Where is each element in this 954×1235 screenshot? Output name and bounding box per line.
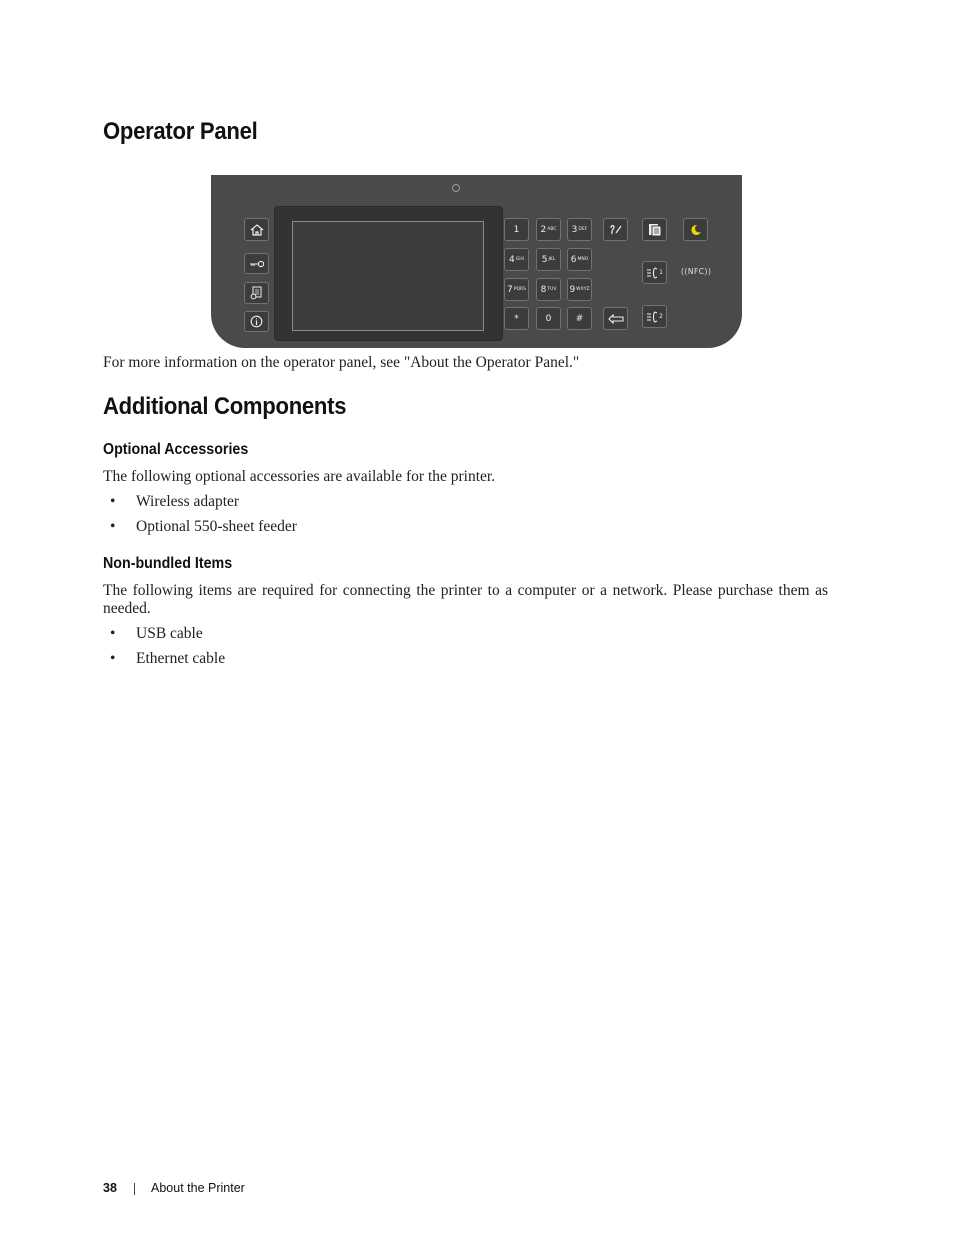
footer-divider: [134, 1183, 135, 1195]
keypad-key-9-letters: WXYZ: [576, 287, 590, 292]
address-book-icon: [648, 223, 662, 236]
redial-pause-button[interactable]: [603, 218, 628, 241]
bullet-icon: •: [110, 493, 116, 510]
job-status-icon: [250, 286, 263, 300]
keypad-key-2-letters: ABC: [547, 227, 557, 232]
ambient-sensor-icon: [452, 184, 460, 192]
keypad-key-7-letters: PQRS: [513, 287, 526, 292]
bullet-icon: •: [110, 625, 116, 642]
bullet-icon: •: [110, 518, 116, 535]
list-item: [103, 650, 225, 668]
operator-panel-heading: Operator Panel: [103, 118, 258, 145]
keypad-key-6-digit: 6: [570, 254, 577, 265]
non-bundled-items-intro: The following items are required for connecting the printer to a computer or a network. Please purchase them as needed.: [103, 582, 828, 617]
operator-panel-note: For more information on the operator panel, see "About the Operator Panel.": [103, 354, 580, 371]
keypad-key-hash-digit: #: [575, 313, 584, 324]
keypad-key-6-letters: MNO: [577, 257, 589, 262]
lock-button[interactable]: [244, 253, 269, 274]
optional-accessories-intro: The following optional accessories are available for the printer.: [103, 468, 496, 485]
list-item: [103, 625, 203, 643]
keypad-key-5-letters: JKL: [548, 257, 556, 262]
keypad-key-7-digit: 7: [507, 284, 513, 295]
address-book-button[interactable]: [642, 218, 667, 241]
list-item-text: USB cable: [136, 625, 203, 642]
keypad-key-star-digit: *: [514, 313, 519, 324]
nfc-waves-right-icon: )): [704, 267, 712, 276]
keypad-key-9[interactable]: [567, 278, 592, 301]
keypad-key-3-digit: 3: [571, 224, 578, 235]
keypad-key-3-letters: DEF: [578, 227, 588, 232]
keypad-key-2-digit: 2: [540, 224, 547, 235]
nfc-waves-left-icon: ((: [681, 267, 688, 276]
keypad-key-1-digit: 1: [513, 224, 520, 235]
speed-dial-1-icon: [646, 267, 658, 279]
home-button[interactable]: [244, 218, 269, 241]
home-icon: [250, 224, 264, 236]
list-item-text: Wireless adapter: [136, 493, 240, 510]
keypad-key-1[interactable]: [504, 218, 529, 241]
keypad-key-6[interactable]: [567, 248, 592, 271]
backspace-button[interactable]: [603, 307, 628, 330]
footer-section-title: About the Printer: [151, 1181, 245, 1195]
keypad-key-star[interactable]: [504, 307, 529, 330]
job-status-button[interactable]: [244, 282, 269, 304]
touch-screen[interactable]: [292, 221, 484, 331]
speed-dial-2-icon: [646, 311, 658, 323]
page-number: 38: [103, 1181, 117, 1195]
keypad-key-0-digit: 0: [545, 313, 552, 324]
list-item-text: Ethernet cable: [136, 650, 226, 667]
speed-dial-1-label: 1: [659, 269, 663, 276]
speed-dial-2-label: 2: [659, 313, 663, 320]
keypad-key-3[interactable]: [567, 218, 592, 241]
information-icon: [250, 315, 263, 328]
keypad-key-8-letters: TUV: [547, 287, 557, 292]
touch-screen-bezel: [274, 206, 503, 341]
keypad-key-8[interactable]: [536, 278, 561, 301]
speed-dial-1-button[interactable]: [642, 261, 667, 284]
additional-components-heading: Additional Components: [103, 393, 347, 420]
keypad-key-9-digit: 9: [569, 284, 576, 295]
backspace-arrow-icon: [608, 314, 624, 324]
list-item-text: Optional 550-sheet feeder: [136, 518, 297, 535]
keypad-key-2[interactable]: [536, 218, 561, 241]
keypad-key-0[interactable]: [536, 307, 561, 330]
keypad-key-8-digit: 8: [540, 284, 547, 295]
list-item: [103, 493, 239, 511]
nfc-reader[interactable]: [681, 267, 711, 276]
power-saver-button[interactable]: [683, 218, 708, 241]
keypad-key-4-letters: GHI: [515, 257, 524, 262]
speed-dial-2-button[interactable]: [642, 305, 667, 328]
optional-accessories-heading: Optional Accessories: [103, 441, 249, 458]
keypad-key-hash[interactable]: [567, 307, 592, 330]
moon-icon: [690, 224, 702, 236]
redial-pause-icon: [609, 224, 623, 236]
list-item: [103, 518, 297, 536]
nfc-label: NFC: [687, 267, 705, 276]
information-button[interactable]: [244, 311, 269, 332]
operator-panel-illustration: [211, 175, 742, 348]
keypad-key-4[interactable]: [504, 248, 529, 271]
keypad-key-5[interactable]: [536, 248, 561, 271]
keypad-key-7[interactable]: [504, 278, 529, 301]
keypad-key-4-digit: 4: [509, 254, 515, 265]
key-icon: [249, 260, 265, 268]
bullet-icon: •: [110, 650, 116, 667]
keypad-key-5-digit: 5: [541, 254, 548, 265]
non-bundled-items-heading: Non-bundled Items: [103, 555, 233, 572]
